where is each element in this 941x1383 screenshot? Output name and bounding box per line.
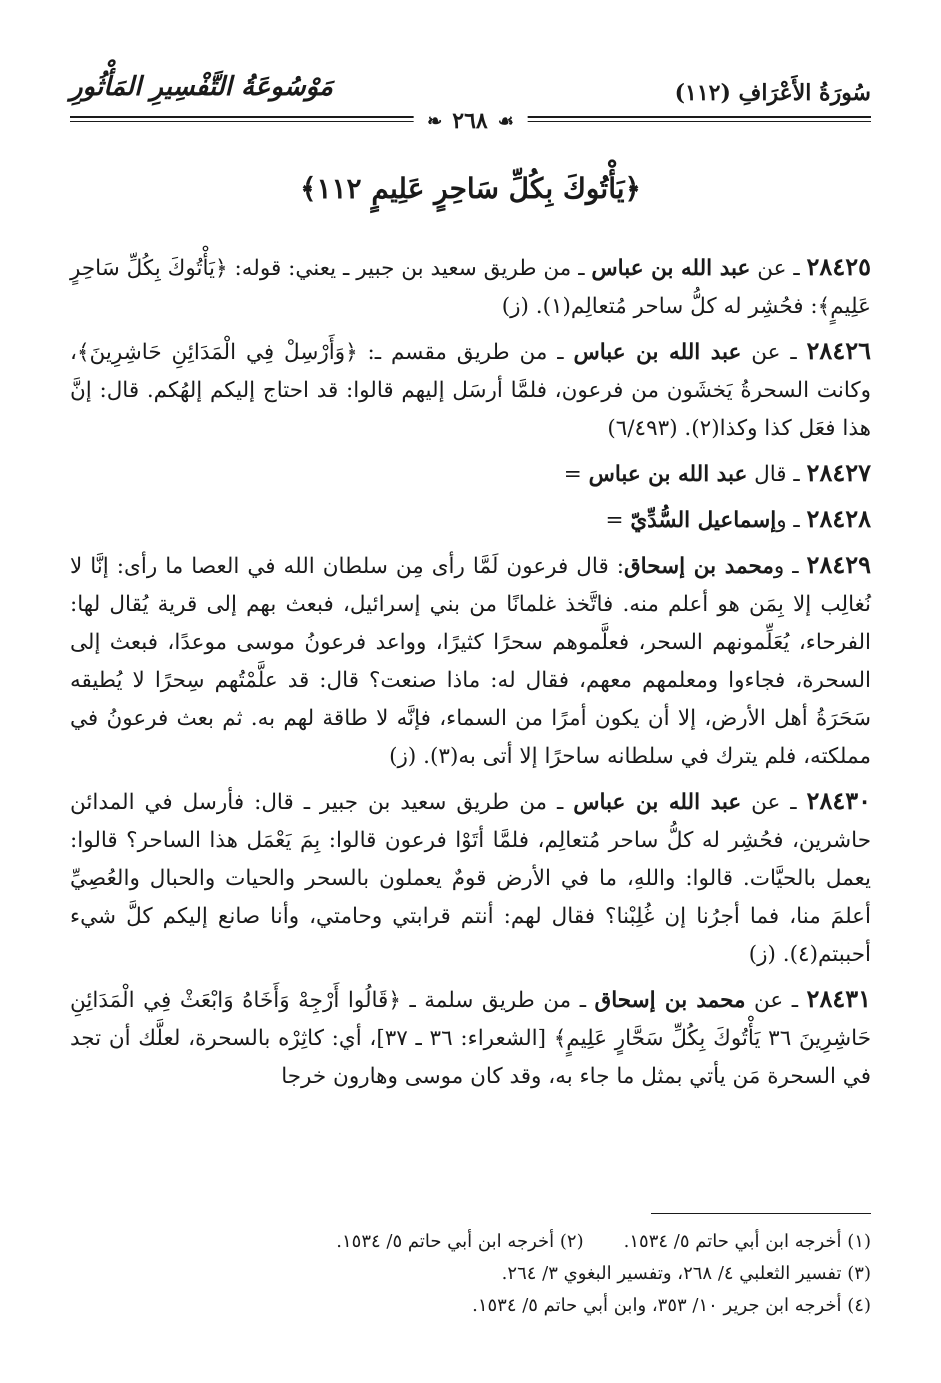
- ornament-icon: ❧: [427, 110, 443, 132]
- narration-prefix: ـ قال: [747, 462, 807, 487]
- narration-text: ـ من طريق مقسم ـ: ﴿وَأَرْسِلْ فِي الْمَدَائِنِ حَاشِرِينَ﴾، وكانت السحرةُ يَخشَون من فرعون، فلمَّا أرسَل إليهم قالوا: قد احتاج إليكم إلهُكم. قال: إنَّ هذا فعَل كذا وكذا(٢). (٦/٤٩٣): [70, 340, 871, 441]
- narration-prefix: ـ و: [776, 508, 807, 533]
- narration-text: : قال فرعون لَمَّا رأى مِن سلطان الله في العصا ما رأى: إنَّا لا نُغالِب إلا بِمَن هو أعلم منه. فاتَّخذ غلمانًا من بني إسرائيل، فبعث بهم إلى قرية يُقال لها: الفرحاء، يُعَلِّمونهم السحر، فعلَّموهم سحرًا كثيرًا، وواعد فرعونُ موسى موعدًا، فبعث إلى السحرة، فجاءوا ومعلمهم معهم، فقال له: ماذا صنعت؟ قال: قد علَّمْتُهم سِحرًا لا يُطيقه سَحَرَةُ أهل الأرض، إلا أن يكون أمرًا من السماء، فإنَّه لا طاقة لهم به. ثم بعث فرعونُ في مملكته، فلم يترك في سلطانه ساحرًا إلا أتى به(٣). (ز): [70, 554, 871, 769]
- narrator-name: محمد بن إسحاق: [594, 988, 746, 1013]
- narrator-name: عبد الله بن عباس: [591, 256, 751, 281]
- narration-entry: [70, 454, 871, 494]
- narration-entry: [70, 248, 871, 326]
- narrator-name: عبد الله بن عباس: [573, 340, 742, 365]
- narration-entry: [70, 500, 871, 540]
- narration-text: ـ من طريق سعيد بن جبير ـ قال: فأرسل في المدائن حاشرين، فحُشِر له كلُّ ساحر مُتعالِم، فلمَّا أتَوْا فرعون قالوا: بِمَ يَعْمَل هذا الساحر؟ قالوا: يعمل بالحيَّات. قالوا: واللهِ، ما في الأرض قومٌ يعملون بالسحر والحيات والحبال والعُصِيِّ أعلمَ منا، فما أجرُنا إن غُلِبْنا؟ فقال لهم: أنتم قرابتي وحامتي، وأنا صانع إليكم كلَّ شيء أحببتم(٤). (ز): [70, 790, 871, 967]
- page-number-box: [413, 108, 528, 134]
- footnotes: [70, 1226, 871, 1322]
- narration-number: ٢٨٤٢٧: [806, 458, 871, 487]
- narration-prefix: ـ عن: [741, 790, 807, 815]
- narrator-name: إسماعيل السُّدِّيّ: [630, 508, 777, 533]
- narration-number: ٢٨٤٣١: [806, 984, 871, 1013]
- narration-entry: [70, 546, 871, 776]
- narration-number: ٢٨٤٣٠: [806, 786, 871, 815]
- surah-reference: سُورَةُ الأَعْرَافِ (١١٢): [674, 80, 871, 106]
- narration-entry: [70, 782, 871, 974]
- narration-text: =: [605, 508, 631, 533]
- narration-number: ٢٨٤٢٦: [806, 336, 871, 365]
- footnote-divider: [651, 1213, 871, 1214]
- narration-entry: [70, 980, 871, 1096]
- narration-number: ٢٨٤٢٨: [806, 504, 871, 533]
- narrator-name: محمد بن إسحاق: [623, 554, 774, 579]
- book-title: مَوْسُوعَةُ التَّفْسِيرِ المَأْثُورِ: [70, 72, 333, 102]
- narration-text: =: [563, 462, 589, 487]
- page-header: [70, 72, 871, 132]
- verse-heading: ﴿يَأْتُوكَ بِكُلِّ سَاحِرٍ عَلِيمٍ ١١٢﴾: [300, 172, 641, 205]
- narration-prefix: ـ عن: [745, 988, 807, 1013]
- narration-entry: [70, 332, 871, 448]
- narration-text: ـ من طريق سلمة ـ ﴿قَالُوا أَرْجِهْ وَأَخَاهُ وَابْعَثْ فِي الْمَدَائِنِ حَاشِرِينَ ٣٦ يَأْتُوكَ بِكُلِّ سَحَّارٍ عَلِيمٍ﴾ [الشعراء: ٣٦ ـ ٣٧]، أي: كاثِرْه بالسحرة، لعلَّك أن تجد في السحرة مَن يأتي بمثل ما جاء به، وقد كان موسى وهارون خرجا: [70, 988, 872, 1089]
- footnote-row: [70, 1226, 871, 1258]
- narration-prefix: ـ عن: [741, 340, 807, 365]
- narration-prefix: ـ و: [773, 554, 807, 579]
- ornament-icon: ☙: [497, 110, 514, 132]
- commentary-body: [70, 248, 871, 1102]
- narrator-name: عبد الله بن عباس: [588, 462, 748, 487]
- footnote-4: (٤) أخرجه ابن جرير ١٠/ ٣٥٣، وابن أبي حاتم ٥/ ١٥٣٤.: [472, 1295, 871, 1316]
- narrator-name: عبد الله بن عباس: [573, 790, 742, 815]
- narration-number: ٢٨٤٢٩: [806, 550, 871, 579]
- narration-number: ٢٨٤٢٥: [806, 252, 871, 281]
- page-number: ٢٦٨: [452, 108, 488, 134]
- footnote-1: (١) أخرجه ابن أبي حاتم ٥/ ١٥٣٤.: [623, 1231, 871, 1252]
- narration-prefix: ـ عن: [750, 256, 807, 281]
- footnote-2: (٢) أخرجه ابن أبي حاتم ٥/ ١٥٣٤.: [336, 1231, 584, 1252]
- narration-text: ـ من طريق سعيد بن جبير ـ يعني: قوله: ﴿يَأْتُوكَ بِكُلِّ سَاحِرٍ عَلِيمٍ﴾: فحُشِر له كلُّ ساحر مُتعالِم(١). (ز): [70, 256, 871, 319]
- footnote-3: (٣) تفسير الثعلبي ٤/ ٢٦٨، وتفسير البغوي ٣/ ٢٦٤.: [501, 1263, 871, 1284]
